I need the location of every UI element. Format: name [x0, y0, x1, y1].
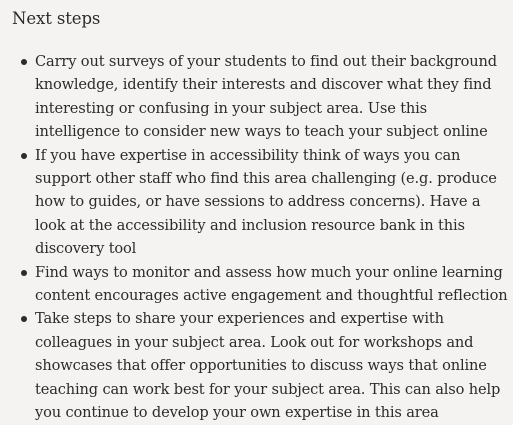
- list-item: [12, 50, 513, 144]
- bullet-icon: [21, 270, 27, 276]
- list-item-text: Find ways to monitor and assess how much your online learning content encourages active engagement and thoughtful reflection: [35, 263, 508, 305]
- section-heading: Next steps: [12, 9, 101, 28]
- bullet-icon: [21, 59, 27, 65]
- list-item-text: Take steps to share your experiences and expertise with colleagues in your subject area. Look out for workshops and showcases that offer opportunities to discuss ways that online teaching can work best for your subject area. This can also help you continue to develop your own expertise in this area: [35, 310, 501, 422]
- list-item: [12, 144, 513, 261]
- list-item-text: If you have expertise in accessibility think of ways you can support other staff who find this area challenging (e.g. produce how to guides, or have sessions to address concerns). Have a look at the accessibility and inclusion resource bank in this discovery tool: [35, 146, 497, 258]
- bullet-icon: [21, 316, 27, 322]
- next-steps-list: [12, 50, 512, 425]
- bullet-icon: [21, 153, 27, 159]
- list-item-text: Carry out surveys of your students to find out their background knowledge, identify their interests and discover what they find interesting or confusing in your subject area. Use this intelligence to consider new ways to teach your subject online: [35, 53, 497, 141]
- list-item: [12, 307, 513, 424]
- list-item: [12, 261, 513, 308]
